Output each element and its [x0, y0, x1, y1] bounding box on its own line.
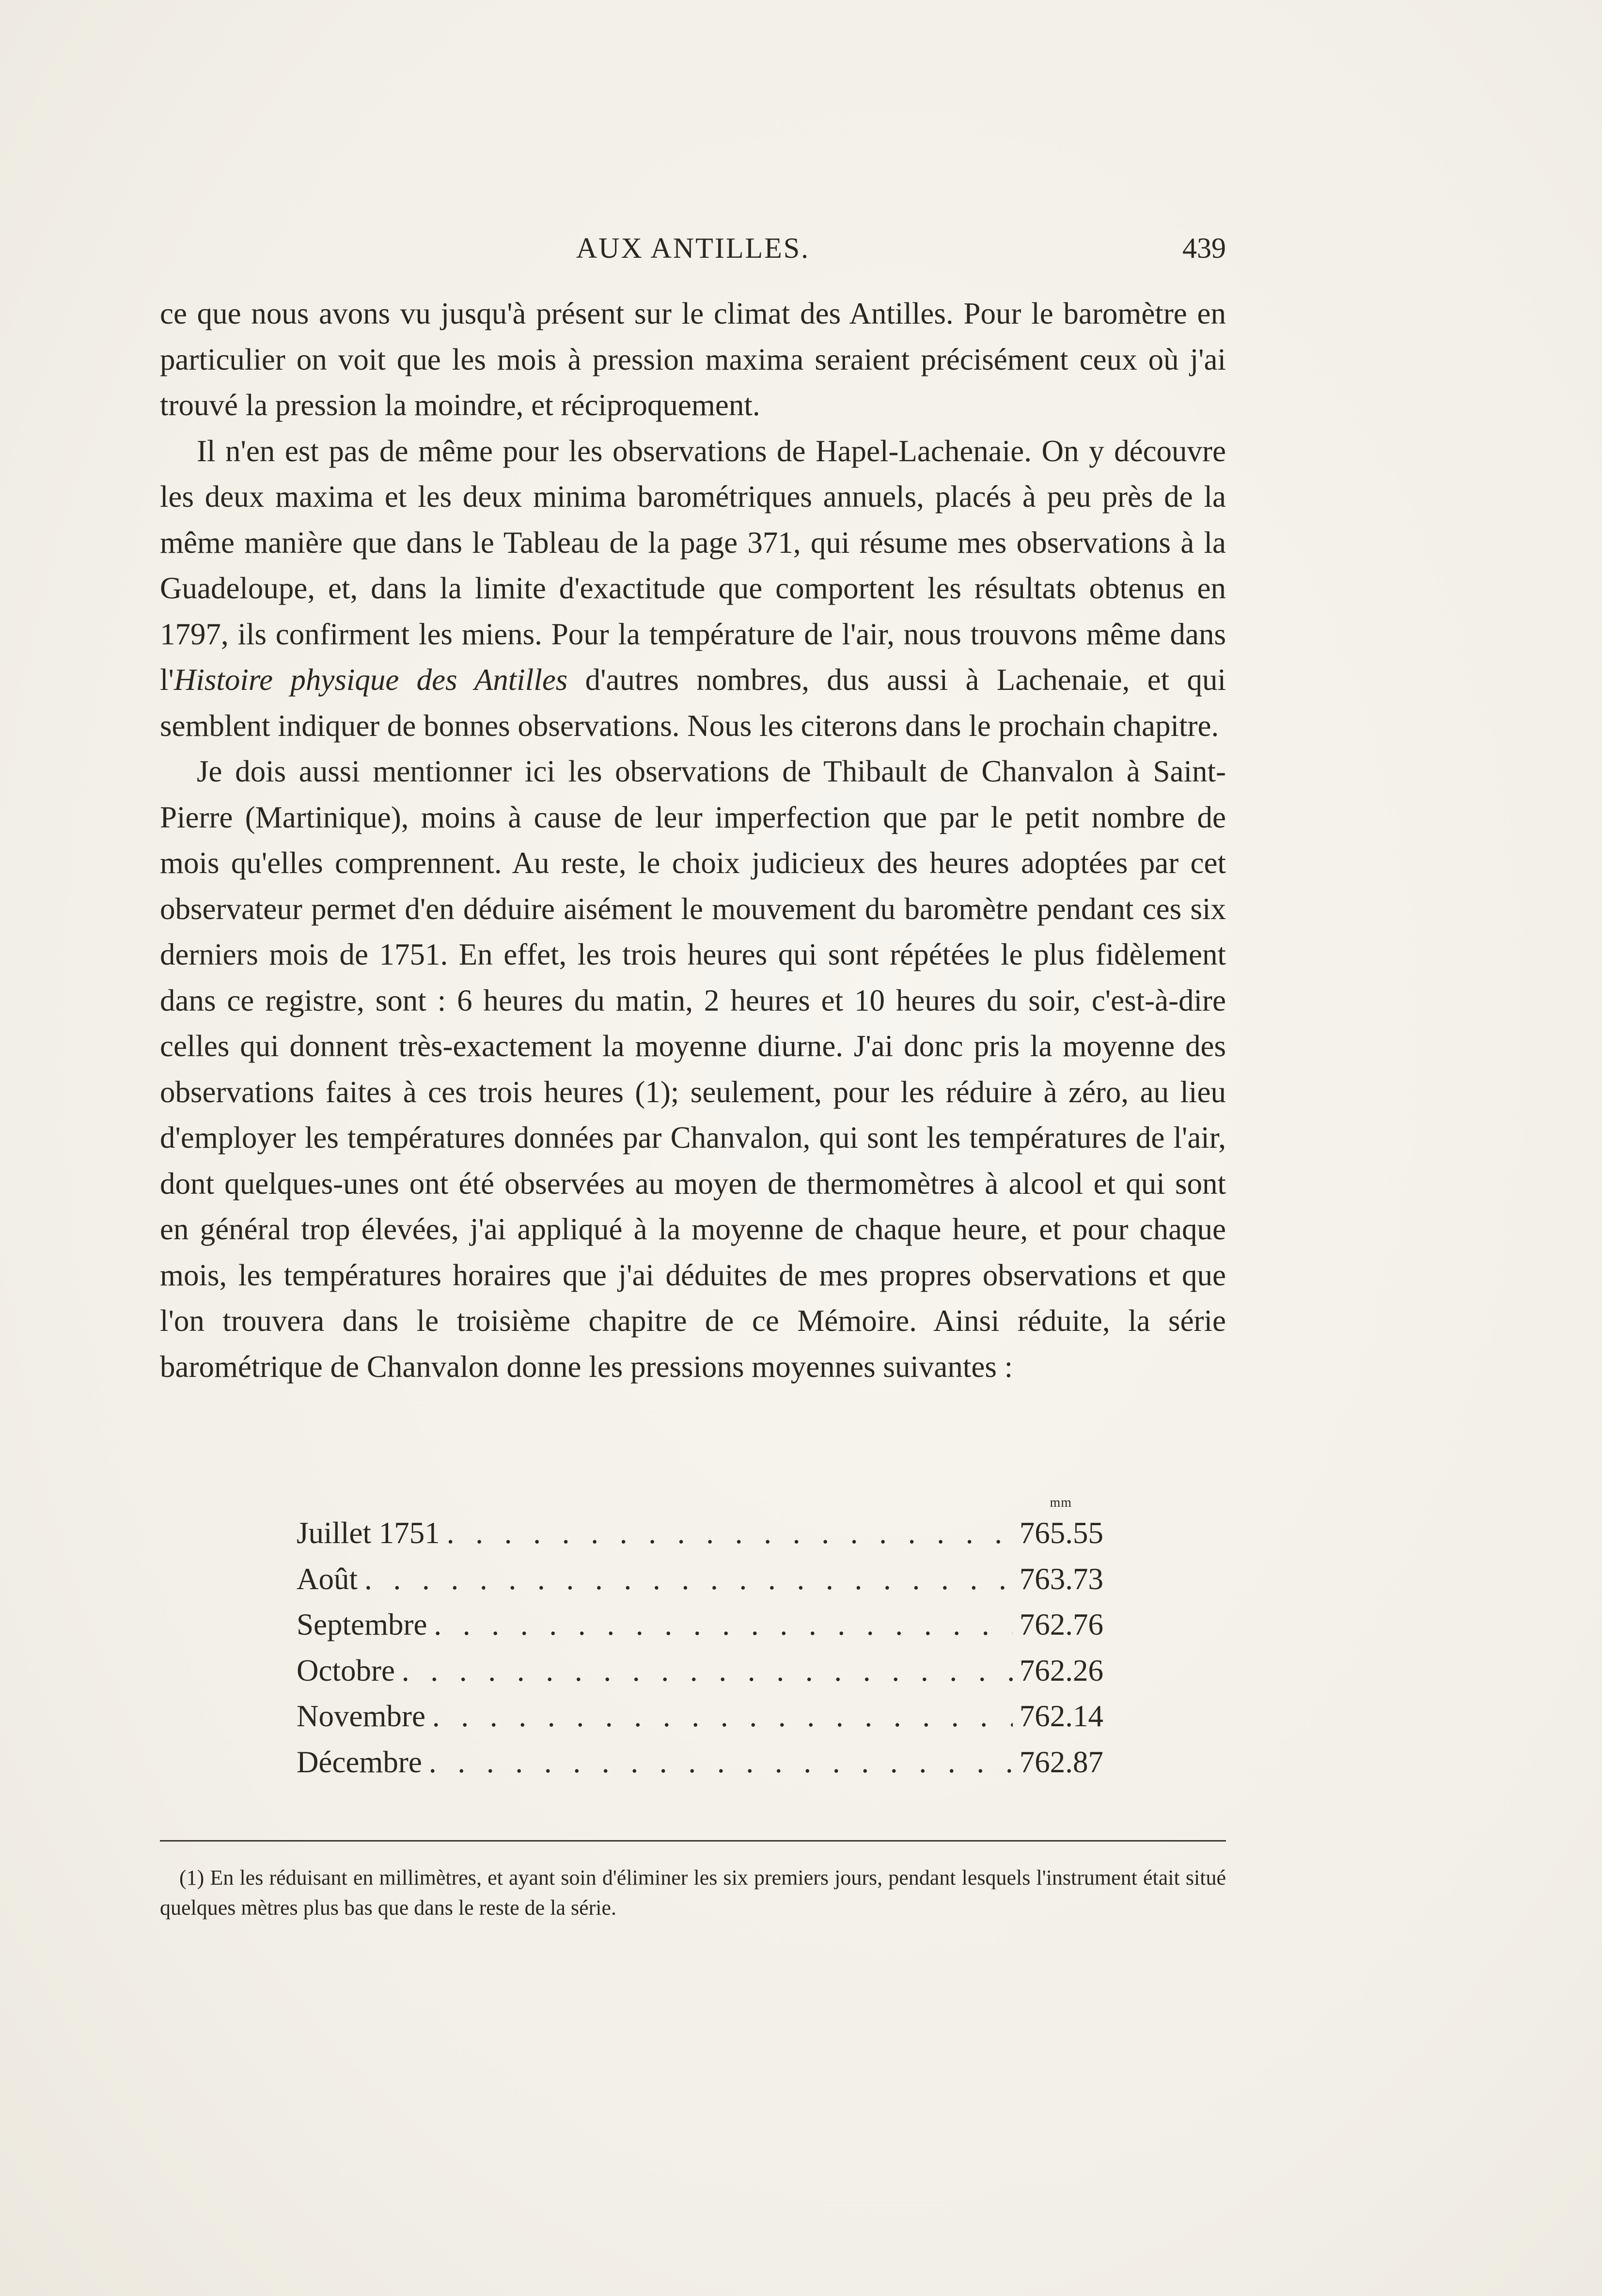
pressure-value: 762.14: [1019, 1699, 1103, 1733]
table-row: [297, 1515, 1103, 1562]
month-label: Septembre: [297, 1608, 427, 1641]
month-label: Décembre: [297, 1745, 422, 1779]
dot-leader: [402, 1653, 1013, 1688]
footnote-divider: [160, 1840, 1226, 1842]
paragraph-1-text: ce que nous avons vu jusqu'à présent sur le climat des Antilles. Pour le baromètre en particulier on voit que les mois à pression maxima seraient précisément ceux où j'ai trouvé la pression la moindre, et réciproquement.: [160, 297, 1226, 422]
dot-leader: [447, 1515, 1013, 1551]
unit-label: mm: [1050, 1495, 1072, 1510]
paragraph-3: [160, 749, 1226, 1390]
table-row: [297, 1699, 1103, 1745]
pressure-value: 765.55: [1019, 1516, 1103, 1550]
table-row: [297, 1607, 1103, 1653]
pressure-value: 762.76: [1019, 1608, 1103, 1641]
pressure-table: [297, 1495, 1103, 1790]
table-row: [297, 1745, 1103, 1791]
body-text: [160, 291, 1226, 1390]
paragraph-2-text: Il n'en est pas de même pour les observations de Hapel-Lachenaie. On y découvre les deux maxima et les deux minima barométriques annuels, placés à peu près de la même manière que dans le Tableau de la page 371, qui résume mes observations à la Guadeloupe, et, dans la limite d'exactitude que comportent les résultats obtenus en 1797, ils confirment les miens. Pour la température de l'air, nous trouvons même dans l': [160, 434, 1226, 697]
pressure-value: 763.73: [1019, 1562, 1103, 1596]
month-label: Juillet 1751: [297, 1516, 440, 1550]
dot-leader: [434, 1607, 1012, 1642]
dot-leader: [429, 1745, 1013, 1780]
book-title-italic: Histoire physique des Antilles: [173, 663, 568, 697]
dot-leader: [432, 1699, 1013, 1734]
month-label: Novembre: [297, 1699, 425, 1733]
dot-leader: [364, 1562, 1013, 1597]
page-number: 439: [1182, 232, 1226, 264]
running-head: [160, 232, 1226, 270]
paragraph-2-text-after: d'autres nombres, dus aussi à Lachenaie, et qui semblent indiquer de bonnes observations. Nous les citerons dans le prochain chapitre.: [160, 663, 1226, 743]
table-row: [297, 1562, 1103, 1608]
footnote: (1) En les réduisant en millimètres, et ayant soin d'éliminer les six premiers jours, pendant lesquels l'instrument était situé quelques mètres plus bas que dans le reste de la série.: [160, 1866, 1226, 1920]
running-title: AUX ANTILLES.: [576, 232, 810, 264]
pressure-value: 762.87: [1019, 1745, 1103, 1779]
paragraph-1: [160, 291, 1226, 428]
table-row: [297, 1653, 1103, 1699]
month-label: Août: [297, 1562, 358, 1596]
pressure-value: 762.26: [1019, 1653, 1103, 1687]
paragraph-3-text: Je dois aussi mentionner ici les observations de Thibault de Chanvalon à Saint-Pierre (Martinique), moins à cause de leur imperfection que par le petit nombre de mois qu'elles comprennent. Au reste, le choix judicieux des heures adoptées par cet observateur permet d'en déduire aisément le mouvement du baromètre pendant ces six derniers mois de 1751. En effet, les trois heures qui sont répétées le plus fidèlement dans ce registre, sont : 6 heures du matin, 2 heures et 10 heures du soir, c'est-à-dire celles qui donnent très-exactement la moyenne diurne. J'ai donc pris la moyenne des observations faites à ces trois heures (1); seulement, pour les réduire à zéro, au lieu d'employer les températures données par Chanvalon, qui sont les températures de l'air, dont quelques-unes ont été observées au moyen de thermomètres à alcool et qui sont en général trop élevées, j'ai appliqué à la moyenne de chaque heure, et pour chaque mois, les températures horaires que j'ai déduites de mes propres observations et que l'on trouvera dans le troisième chapitre de ce Mémoire. Ainsi réduite, la série barométrique de Chanvalon donne les pressions moyennes suivantes :: [160, 754, 1226, 1384]
paragraph-2: [160, 428, 1226, 749]
month-label: Octobre: [297, 1653, 395, 1687]
